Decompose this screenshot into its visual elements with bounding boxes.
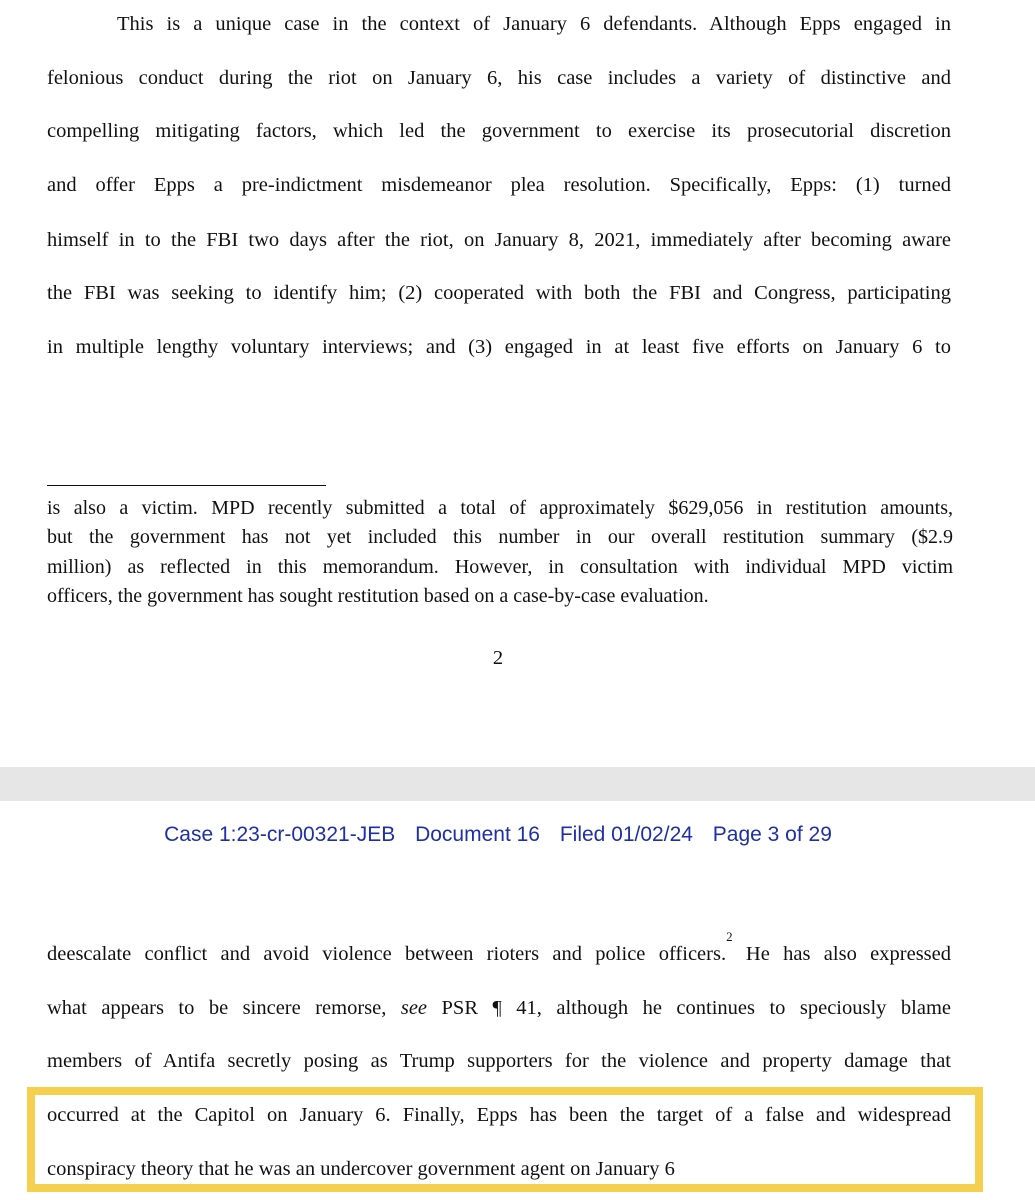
line-text: PSR ¶ 41, although he continues to speciously blame: [427, 997, 951, 1019]
paragraph-line: in multiple lengthy voluntary interviews; and (3) engaged in at least five efforts on January 6 to: [47, 336, 951, 358]
page-separator: [0, 767, 1035, 801]
case-number: Case 1:23-cr-00321-JEB: [164, 823, 396, 846]
paragraph-line: himself in to the FBI two days after the riot, on January 8, 2021, immediately after becoming aware: [47, 229, 951, 251]
paragraph-line: [47, 929, 951, 966]
page-number: 2: [492, 647, 504, 669]
line-text: He has also expressed: [732, 943, 951, 965]
footnote-line: officers, the government has sought restitution based on a case-by-case evaluation.: [47, 585, 709, 607]
page-indicator: Page 3 of 29: [712, 823, 832, 846]
paragraph-line: [47, 996, 951, 1020]
footnote-line: is also a victim. MPD recently submitted a total of approximately $629,056 in restitution amounts,: [47, 497, 953, 519]
footnote-separator: [47, 485, 326, 486]
paragraph-line: This is a unique case in the context of January 6 defendants. Although Epps engaged in: [117, 13, 951, 35]
citation-signal: see: [400, 997, 428, 1019]
case-header: [0, 822, 996, 848]
paragraph-line: and offer Epps a pre-indictment misdemeanor plea resolution. Specifically, Epps: (1) turned: [47, 174, 951, 196]
paragraph-line: felonious conduct during the riot on January 6, his case includes a variety of distinctive and: [47, 67, 951, 89]
footnote-line: million) as reflected in this memorandum. However, in consultation with individual MPD victim: [47, 556, 953, 578]
footnote-line: but the government has not yet included this number in our overall restitution summary ($2.9: [47, 526, 953, 548]
paragraph-line: conspiracy theory that he was an undercover government agent on January 6: [47, 1158, 675, 1180]
paragraph-line: occurred at the Capitol on January 6. Finally, Epps has been the target of a false and widespread: [47, 1104, 951, 1126]
line-text: deescalate conflict and avoid violence between rioters and police officers.: [47, 943, 727, 965]
line-text: what appears to be sincere remorse,: [47, 997, 401, 1019]
paragraph-line: the FBI was seeking to identify him; (2) cooperated with both the FBI and Congress, participating: [47, 282, 951, 304]
paragraph-line: members of Antifa secretly posing as Trump supporters for the violence and property damage that: [47, 1050, 951, 1072]
paragraph-line: compelling mitigating factors, which led the government to exercise its prosecutorial discretion: [47, 120, 951, 142]
document-number: Document 16: [415, 823, 540, 846]
footnote-reference: 2: [726, 929, 733, 944]
highlight-box: [27, 1087, 983, 1192]
filed-date: Filed 01/02/24: [559, 823, 693, 846]
